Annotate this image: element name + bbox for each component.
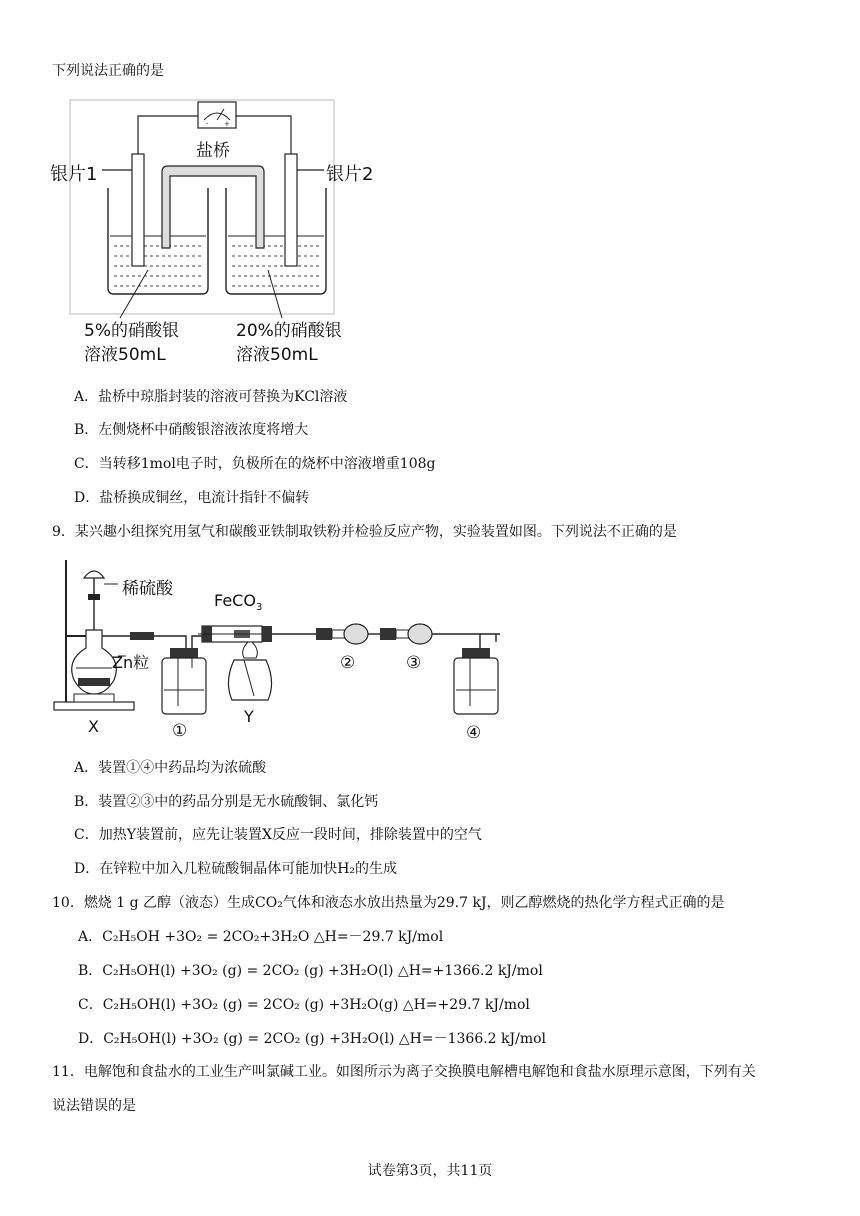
q11-stem-line-2: 说法错误的是 <box>52 1098 136 1114</box>
q8-option-a: A．盐桥中琼脂封装的溶液可替换为KCl溶液 <box>74 389 348 405</box>
q10-option-b: B．C₂H₅OH(l) +3O₂ (g) = 2CO₂ (g) +3H₂O(l) △H=+1366.2 kJ/mol <box>78 963 543 979</box>
left-solution-label-l1: 5%的硝酸银 <box>84 321 179 341</box>
salt-bridge-label: 盐桥 <box>196 141 230 161</box>
q8-stem: 下列说法正确的是 <box>52 63 164 79</box>
q10-option-d: D．C₂H₅OH(l) +3O₂ (g) = 2CO₂ (g) +3H₂O(l) △H=－1366.2 kJ/mol <box>78 1031 547 1047</box>
left-solution-label-l2: 溶液50mL <box>84 345 166 365</box>
q8-option-d: D．盐桥换成铜丝，电流计指针不偏转 <box>74 490 310 506</box>
q9-stem: 9．某兴趣小组探究用氢气和碳酸亚铁制取铁粉并检验反应产物，实验装置如图。下列说法不正确的是 <box>52 524 677 540</box>
q9-option-b: B．装置②③中的药品分别是无水硫酸铜、氯化钙 <box>74 794 379 810</box>
zinc-granules-label: Zn粒 <box>112 653 150 672</box>
q9-option-a: A．装置①④中药品均为浓硫酸 <box>74 760 267 776</box>
ammeter-icon <box>198 102 236 128</box>
q8-figure-salt-bridge-cell <box>48 96 374 376</box>
apparatus-y-label: Y <box>244 707 254 726</box>
page-footer: 试卷第3页，共11页 <box>367 1163 493 1179</box>
q8-option-c: C．当转移1mol电子时，负极所在的烧杯中溶液增重108g <box>74 456 436 472</box>
galvanic-cell-diagram <box>48 96 374 376</box>
q10-option-a: A．C₂H₅OH +3O₂ = 2CO₂+3H₂O △H=－29.7 kJ/mol <box>78 929 444 945</box>
bottle-4-label: ④ <box>466 723 482 743</box>
tube-3-label: ③ <box>406 653 422 673</box>
apparatus-x-label: X <box>88 717 99 736</box>
electrode-1-label: 银片1 <box>50 164 98 185</box>
q8-option-b: B．左侧烧杯中硝酸银溶液浓度将增大 <box>74 422 309 438</box>
right-solution-label-l2: 溶液50mL <box>236 345 318 365</box>
bottle-1-label: ① <box>172 721 188 741</box>
q11-stem-line-1: 11．电解饱和食盐水的工业生产叫氯碱工业。如图所示为离子交换膜电解槽电解饱和食盐水原理示意图，下列有关 <box>52 1064 756 1080</box>
tube-2-label: ② <box>340 653 356 673</box>
svg-text:-: - <box>206 120 209 128</box>
q10-option-c: C．C₂H₅OH(l) +3O₂ (g) = 2CO₂ (g) +3H₂O(g) △H=+29.7 kJ/mol <box>78 997 530 1013</box>
q9-option-d: D．在锌粒中加入几粒硫酸铜晶体可能加快H₂的生成 <box>74 861 398 877</box>
q10-stem: 10．燃烧 1 g 乙醇（液态）生成CO₂气体和液态水放出热量为29.7 kJ，则乙醇燃烧的热化学方程式正确的是 <box>52 895 725 911</box>
svg-text:+: + <box>224 120 230 128</box>
q9-figure-apparatus <box>48 556 508 742</box>
apparatus-diagram <box>48 556 508 742</box>
right-solution-label-l1: 20%的硝酸银 <box>236 321 342 341</box>
q9-option-c: C．加热Y装置前，应先让装置X反应一段时间，排除装置中的空气 <box>74 827 482 843</box>
feco3-label: FeCO$_3$ <box>214 591 263 613</box>
dilute-sulfuric-acid-label: 稀硫酸 <box>122 579 173 599</box>
electrode-2-label: 银片2 <box>326 164 374 185</box>
